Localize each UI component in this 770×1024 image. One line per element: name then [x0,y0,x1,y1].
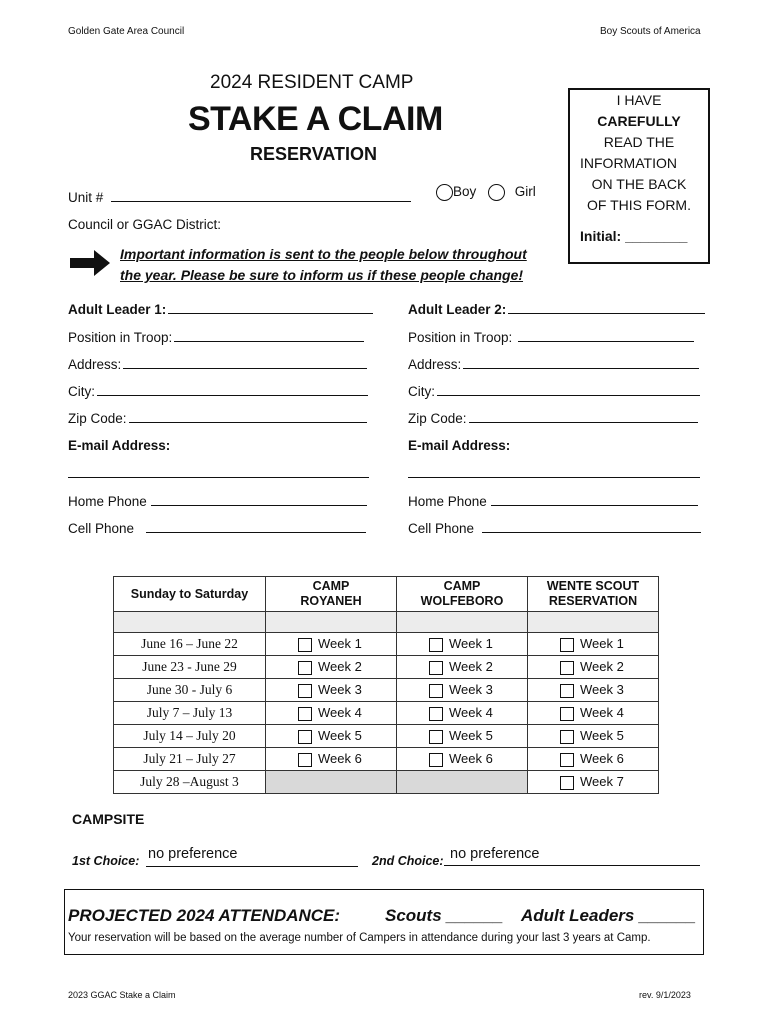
leader2-address-label: Address: [408,357,462,372]
council-label: Council or GGAC District: [68,217,222,232]
checkbox-icon[interactable] [298,707,312,721]
table-row [114,679,659,702]
checkbox-icon[interactable] [560,753,574,767]
wolfeboro-week2[interactable] [397,656,528,679]
date-cell: June 23 - June 29 [114,656,266,679]
checkbox-icon[interactable] [560,707,574,721]
important-line2: the year. Please be sure to inform us if these people change! [120,267,524,283]
week-label: Week 4 [449,705,493,721]
wolfeboro-week1[interactable] [397,633,528,656]
wente-week1[interactable] [528,633,659,656]
leader1-zip-label: Zip Code: [68,411,127,426]
notice-box [568,88,710,264]
week-label: Week 6 [318,751,362,767]
royaneh-week1[interactable] [266,633,397,656]
royaneh-week6[interactable] [266,748,397,771]
table-row [114,633,659,656]
unit-field[interactable] [111,201,411,202]
header-bsa: Boy Scouts of America [600,26,701,37]
date-cell: June 30 - July 6 [114,679,266,702]
leader2-cell-field[interactable] [482,532,701,533]
wente-week7[interactable] [528,771,659,794]
footer-right: rev. 9/1/2023 [639,990,691,1000]
wolfeboro-week5[interactable] [397,725,528,748]
wolfeboro-week7-unavailable [397,771,528,794]
leader2-home-label: Home Phone [408,494,487,509]
table-row [114,656,659,679]
leader1-name-field[interactable] [168,313,373,314]
checkbox-icon[interactable] [560,661,574,675]
leader1-block [68,302,373,548]
royaneh-h2: ROYANEH [300,594,362,608]
leader2-position-field[interactable] [518,341,694,342]
leader2-zip-field[interactable] [469,422,698,423]
checkbox-icon[interactable] [429,638,443,652]
week-label: Week 6 [449,751,493,767]
date-cell: July 28 –August 3 [114,771,266,794]
boy-radio[interactable] [436,184,453,201]
wente-h2: RESERVATION [548,594,638,608]
checkbox-icon[interactable] [298,661,312,675]
royaneh-h1: CAMP [312,579,350,593]
week-label: Week 2 [318,659,362,675]
first-choice-label: 1st Choice: [72,854,140,868]
important-notice [120,244,527,286]
leader2-email-field[interactable] [408,477,700,478]
col-royaneh-header [266,577,397,612]
notice-line6: OF THIS FORM. [587,197,691,213]
wente-week5[interactable] [528,725,659,748]
girl-label: Girl [514,184,536,200]
important-line1: Important information is sent to the people below throughout [120,246,527,262]
royaneh-week5[interactable] [266,725,397,748]
checkbox-icon[interactable] [429,684,443,698]
col-wente-header [528,577,659,612]
checkbox-icon[interactable] [429,661,443,675]
boy-label: Boy [453,184,477,200]
wente-week2[interactable] [528,656,659,679]
checkbox-icon[interactable] [298,753,312,767]
wolfeboro-week4[interactable] [397,702,528,725]
title-line3: RESERVATION [250,144,378,164]
attendance-note: Your reservation will be based on the average number of Campers in attendance during your last 3 years at Camp. [68,932,651,944]
royaneh-week4[interactable] [266,702,397,725]
leader2-title: Adult Leader 2: [408,302,507,317]
col-dates-header: Sunday to Saturday [114,577,266,612]
leader2-cell-label: Cell Phone [408,521,475,536]
leader2-email-label: E-mail Address: [408,438,511,453]
first-choice-field[interactable]: no preference [146,846,358,867]
unit-label: Unit # [68,190,104,205]
leader2-zip-label: Zip Code: [408,411,467,426]
table-row [114,702,659,725]
week-label: Week 2 [580,659,624,675]
council-field[interactable] [228,229,544,230]
footer-left: 2023 GGAC Stake a Claim [68,990,176,1000]
date-cell: July 21 – July 27 [114,748,266,771]
initial-field[interactable]: Initial: ________ [580,228,688,244]
arrow-right-icon [70,248,112,278]
week-label: Week 5 [449,728,493,744]
leader1-position-label: Position in Troop: [68,330,173,345]
wente-week4[interactable] [528,702,659,725]
leader2-block [408,302,705,548]
week-label: Week 4 [318,705,362,721]
leader1-position-field[interactable] [174,341,364,342]
checkbox-icon[interactable] [298,730,312,744]
girl-radio[interactable] [488,184,505,201]
royaneh-week2[interactable] [266,656,397,679]
leader2-name-field[interactable] [508,313,705,314]
checkbox-icon[interactable] [560,776,574,790]
title-line1: 2024 RESIDENT CAMP [210,72,414,93]
week-label: Week 3 [318,682,362,698]
week-label: Week 1 [318,636,362,652]
leader2-city-field[interactable] [437,395,700,396]
header-council: Golden Gate Area Council [68,26,185,37]
notice-line1: I HAVE [616,92,662,108]
checkbox-icon[interactable] [560,638,574,652]
checkbox-icon[interactable] [298,684,312,698]
leader1-home-label: Home Phone [68,494,147,509]
week-label: Week 5 [318,728,362,744]
leader1-city-field[interactable] [97,395,368,396]
page-title: STAKE A CLAIM [188,100,443,138]
leader2-position-label: Position in Troop: [408,330,513,345]
leader2-home-field[interactable] [491,505,698,506]
week-label: Week 3 [449,682,493,698]
royaneh-week7-unavailable [266,771,397,794]
week-label: Week 2 [449,659,493,675]
wolfeboro-h2: WOLFEBORO [420,594,504,608]
scouts-field[interactable]: Scouts ______ [385,906,504,925]
checkbox-icon[interactable] [429,707,443,721]
second-choice-field[interactable]: no preference [444,846,700,866]
leader1-email-field[interactable] [68,477,369,478]
week-label: Week 1 [580,636,624,652]
date-cell: June 16 – June 22 [114,633,266,656]
wolfeboro-h1: CAMP [443,579,481,593]
table-row [114,771,659,794]
date-cell: July 14 – July 20 [114,725,266,748]
col-wolfeboro-header [397,577,528,612]
week-label: Week 3 [580,682,624,698]
notice-line5: ON THE BACK [591,176,687,192]
royaneh-week3[interactable] [266,679,397,702]
attendance-box [64,889,704,955]
wente-week3[interactable] [528,679,659,702]
weeks-table [113,576,659,794]
leader1-address-label: Address: [68,357,122,372]
leader1-home-field[interactable] [151,505,367,506]
leader1-zip-field[interactable] [129,422,367,423]
leader1-cell-field[interactable] [146,532,366,533]
checkbox-icon[interactable] [560,684,574,698]
table-row [114,748,659,771]
notice-line3: READ THE [603,134,675,150]
notice-line4: INFORMATION [580,155,677,171]
leader1-cell-label: Cell Phone [68,521,135,536]
campsite-label: CAMPSITE [72,811,145,827]
gender-options [436,184,536,201]
adult-leaders-field[interactable]: Adult Leaders ______ [521,906,696,925]
table-subhead-row [114,612,659,633]
wente-week6[interactable] [528,748,659,771]
wolfeboro-week3[interactable] [397,679,528,702]
notice-line2: CAREFULLY [597,113,681,129]
wente-h1: WENTE SCOUT [546,579,640,593]
leader1-city-label: City: [68,384,95,399]
week-label: Week 6 [580,751,624,767]
checkbox-icon[interactable] [298,638,312,652]
checkbox-icon[interactable] [429,730,443,744]
week-label: Week 5 [580,728,624,744]
week-label: Week 4 [580,705,624,721]
second-choice-label: 2nd Choice: [372,854,444,868]
date-cell: July 7 – July 13 [114,702,266,725]
leader2-city-label: City: [408,384,435,399]
week-label: Week 7 [580,774,624,790]
leader2-address-field[interactable] [463,368,699,369]
leader1-address-field[interactable] [123,368,367,369]
attendance-title: PROJECTED 2024 ATTENDANCE: [68,906,341,925]
checkbox-icon[interactable] [560,730,574,744]
week-label: Week 1 [449,636,493,652]
table-row [114,725,659,748]
wolfeboro-week6[interactable] [397,748,528,771]
leader1-title: Adult Leader 1: [68,302,167,317]
leader1-email-label: E-mail Address: [68,438,171,453]
checkbox-icon[interactable] [429,753,443,767]
unit-row [68,190,411,205]
